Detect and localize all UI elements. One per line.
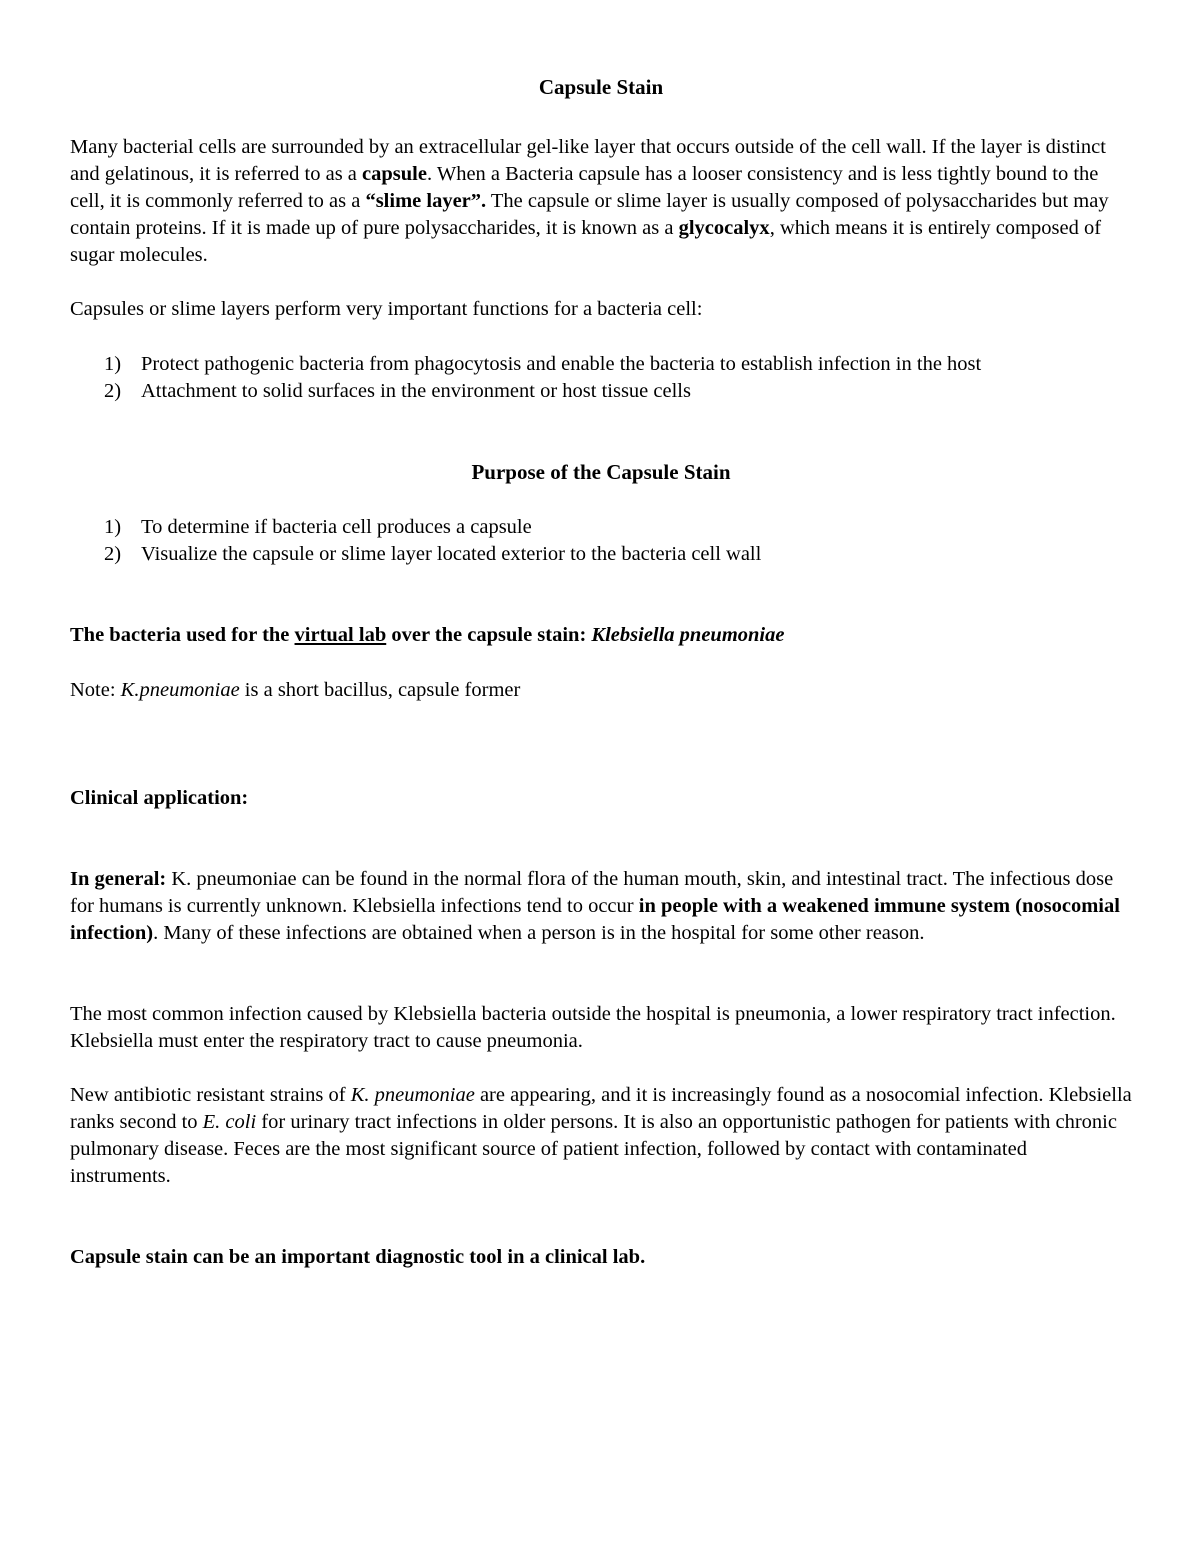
functions-intro: Capsules or slime layers perform very important functions for a bacteria cell:	[70, 298, 703, 320]
intro-text-2: . When a Bacteria capsule has a looser consistency and is less tightly bound to the cell, it is commonly referred to as a	[70, 163, 1099, 212]
clinical-heading	[70, 785, 1132, 812]
list-number: 2)	[104, 543, 122, 565]
glycocalyx-term: glycocalyx	[678, 217, 770, 239]
bacteria-text-1: The bacteria used for the	[70, 624, 295, 646]
general-paragraph	[70, 866, 1132, 947]
list-item	[70, 351, 1132, 378]
general-label: In general:	[70, 868, 167, 890]
note-text: is a short bacillus, capsule former	[239, 679, 521, 701]
resistant-text-1: New antibiotic resistant strains of	[70, 1084, 351, 1106]
intro-paragraph	[70, 134, 1132, 269]
conclusion-line	[70, 1244, 1132, 1271]
species-name: Klebsiella pneumoniae	[591, 624, 785, 646]
list-item	[70, 541, 1132, 568]
general-text-1: K. pneumoniae can be found in the normal flora of the human mouth, skin, and intestinal tract. The infectious dose for humans is currently unknown. Klebsiella infections tend to occur	[70, 868, 1114, 917]
list-item-text: Protect pathogenic bacteria from phagocytosis and enable the bacteria to establish infection in the host	[141, 353, 982, 375]
note-label: Note:	[70, 679, 121, 701]
capsule-term: capsule	[362, 163, 427, 185]
list-item	[70, 378, 1132, 405]
bacteria-line	[70, 622, 1132, 649]
purpose-heading: Purpose of the Capsule Stain	[471, 460, 731, 484]
intro-text-4: , which means it is entirely composed of sugar molecules.	[70, 217, 1102, 266]
resistant-species-2: E. coli	[202, 1111, 257, 1133]
general-text-2: . Many of these infections are obtained when a person is in the hospital for some other reason.	[153, 922, 925, 944]
list-number: 2)	[104, 380, 122, 402]
general-bold-text: in people with a weakened immune system (nosocomial infection)	[70, 895, 1120, 944]
purpose-list	[70, 514, 1132, 568]
note-line	[70, 677, 1132, 704]
list-item	[70, 514, 1132, 541]
resistant-text-3: for urinary tract infections in older persons. It is also an opportunistic pathogen for patients with chronic pulmonary disease. Feces are the most significant source of patient infection, followed by contact with contaminated instruments.	[70, 1111, 1117, 1187]
common-infection-paragraph: The most common infection caused by Klebsiella bacteria outside the hospital is pneumonia, a lower respiratory tract infection. Klebsiella must enter the respiratory tract to cause pneumonia.	[70, 1003, 1116, 1052]
clinical-heading-text: Clinical application:	[70, 787, 249, 809]
intro-text-3: The capsule or slime layer is usually composed of polysaccharides but may contain proteins. If it is made up of pure polysaccharides, it is known as a	[70, 190, 1109, 239]
slime-layer-term: “slime layer”.	[365, 190, 487, 212]
list-item-text: Visualize the capsule or slime layer located exterior to the bacteria cell wall	[141, 543, 762, 565]
list-item-text: To determine if bacteria cell produces a capsule	[141, 516, 532, 538]
bacteria-text-2: over the capsule stain:	[386, 624, 592, 646]
page-title: Capsule Stain	[538, 75, 664, 99]
list-number: 1)	[104, 516, 122, 538]
resistant-paragraph	[70, 1082, 1132, 1190]
conclusion-text: Capsule stain can be an important diagnostic tool in a clinical lab.	[70, 1246, 646, 1268]
list-number: 1)	[104, 353, 122, 375]
virtual-lab-text: virtual lab	[294, 624, 387, 646]
functions-list	[70, 351, 1132, 405]
resistant-species-1: K. pneumoniae	[350, 1084, 475, 1106]
intro-text-1: Many bacterial cells are surrounded by an extracellular gel-like layer that occurs outside of the cell wall. If the layer is distinct and gelatinous, it is referred to as a	[70, 136, 1106, 185]
note-species: K.pneumoniae	[120, 679, 240, 701]
list-item-text: Attachment to solid surfaces in the environment or host tissue cells	[141, 380, 691, 402]
resistant-text-2: are appearing, and it is increasingly found as a nosocomial infection. Klebsiella ranks second to	[70, 1084, 1132, 1133]
